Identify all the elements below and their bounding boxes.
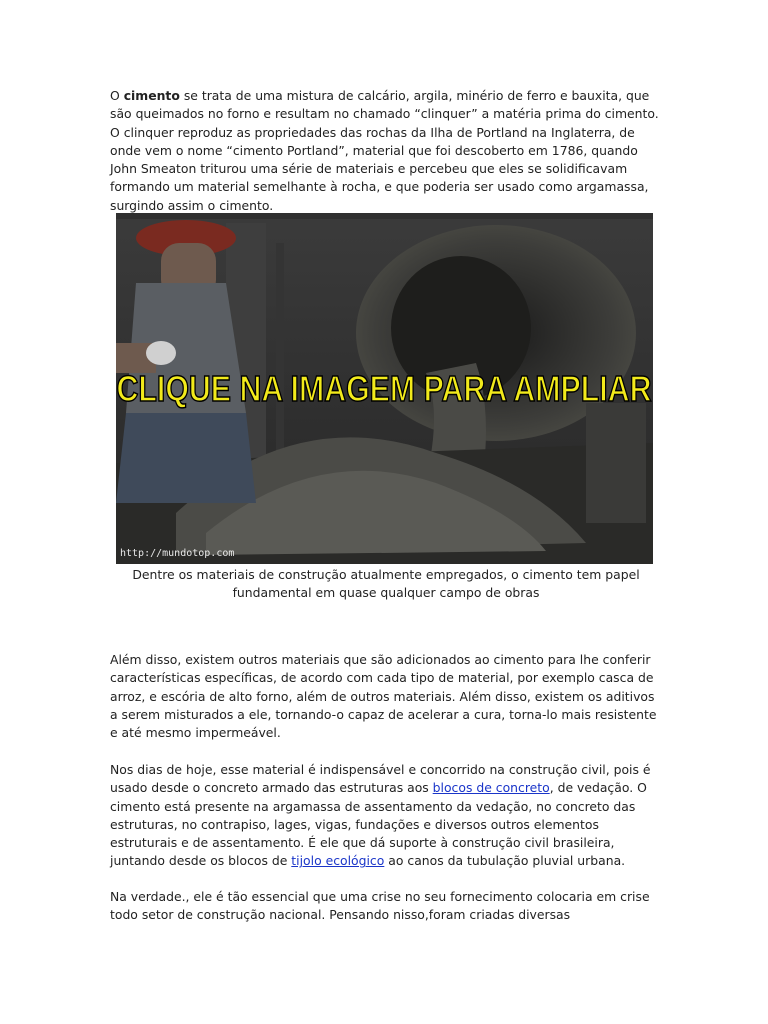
intro-bold-term: cimento (123, 88, 180, 103)
intro-lead: O (110, 88, 124, 103)
ecological-brick-link[interactable]: tijolo ecológico (291, 853, 385, 869)
intro-paragraph (110, 87, 662, 215)
intro-text: se trata de uma mistura de calcário, argila, minério de ferro e bauxita, que são queimados no forno e resultam no chamado “clinquer” a matéria prima do cimento. O clinquer reproduz as propriedades das rochas da Ilha de Portland na Inglaterra, de onde vem o nome “cimento Portland”, material que foi descoberto em 1786, quando John Smeaton triturou uma série de materiais e percebeu que eles se solidificavam formando um material semelhante à rocha, e que poderia ser usado como argamassa, surgindo assim o cimento. (110, 88, 659, 213)
usage-paragraph (110, 761, 662, 871)
photo-illustration (116, 213, 653, 564)
additives-paragraph: Além disso, existem outros materiais que são adicionados ao cimento para lhe conferir características específicas, de acordo com cada tipo de material, por exemplo casca de arroz, e escória de alto forno, além de outros materiais. Além disso, existem os aditivos a serem misturados a ele, tornando-o capaz de acelerar a cura, torna-lo mais resistente e até mesmo impermeável. (110, 652, 657, 741)
image-caption: Dentre os materiais de construção atualmente empregados, o cimento tem papel fundamental em quase qualquer campo de obras (132, 567, 640, 601)
concrete-blocks-link[interactable]: blocos de concreto (432, 780, 550, 796)
cement-mixer-image[interactable] (116, 213, 653, 564)
banner-text: CLIQUE NA IMAGEM PARA AMPLIAR (116, 368, 652, 409)
usage-text-c: ao canos da tubulação pluvial urbana. (384, 853, 626, 869)
image-watermark: http://mundotop.com (120, 548, 235, 559)
usage-text-a: Nos dias de hoje, esse material é indispensável e concorrido na construção civil, pois é usado desde o concreto armado das estruturas aos (110, 762, 651, 796)
crisis-paragraph: Na verdade., ele é tão essencial que uma crise no seu fornecimento colocaria em crise todo setor de construção nacional. Pensando nisso,foram criadas diversas (110, 889, 650, 923)
usage-text-b: , de vedação. O cimento está presente na argamassa de assentamento da vedação, no concreto das estruturas, no contrapiso, lages, vigas, fundações e diversos outros elementos estruturais e de assentamento. É ele que dá suporte à construção civil brasileira, juntando desde os blocos de (110, 780, 647, 869)
